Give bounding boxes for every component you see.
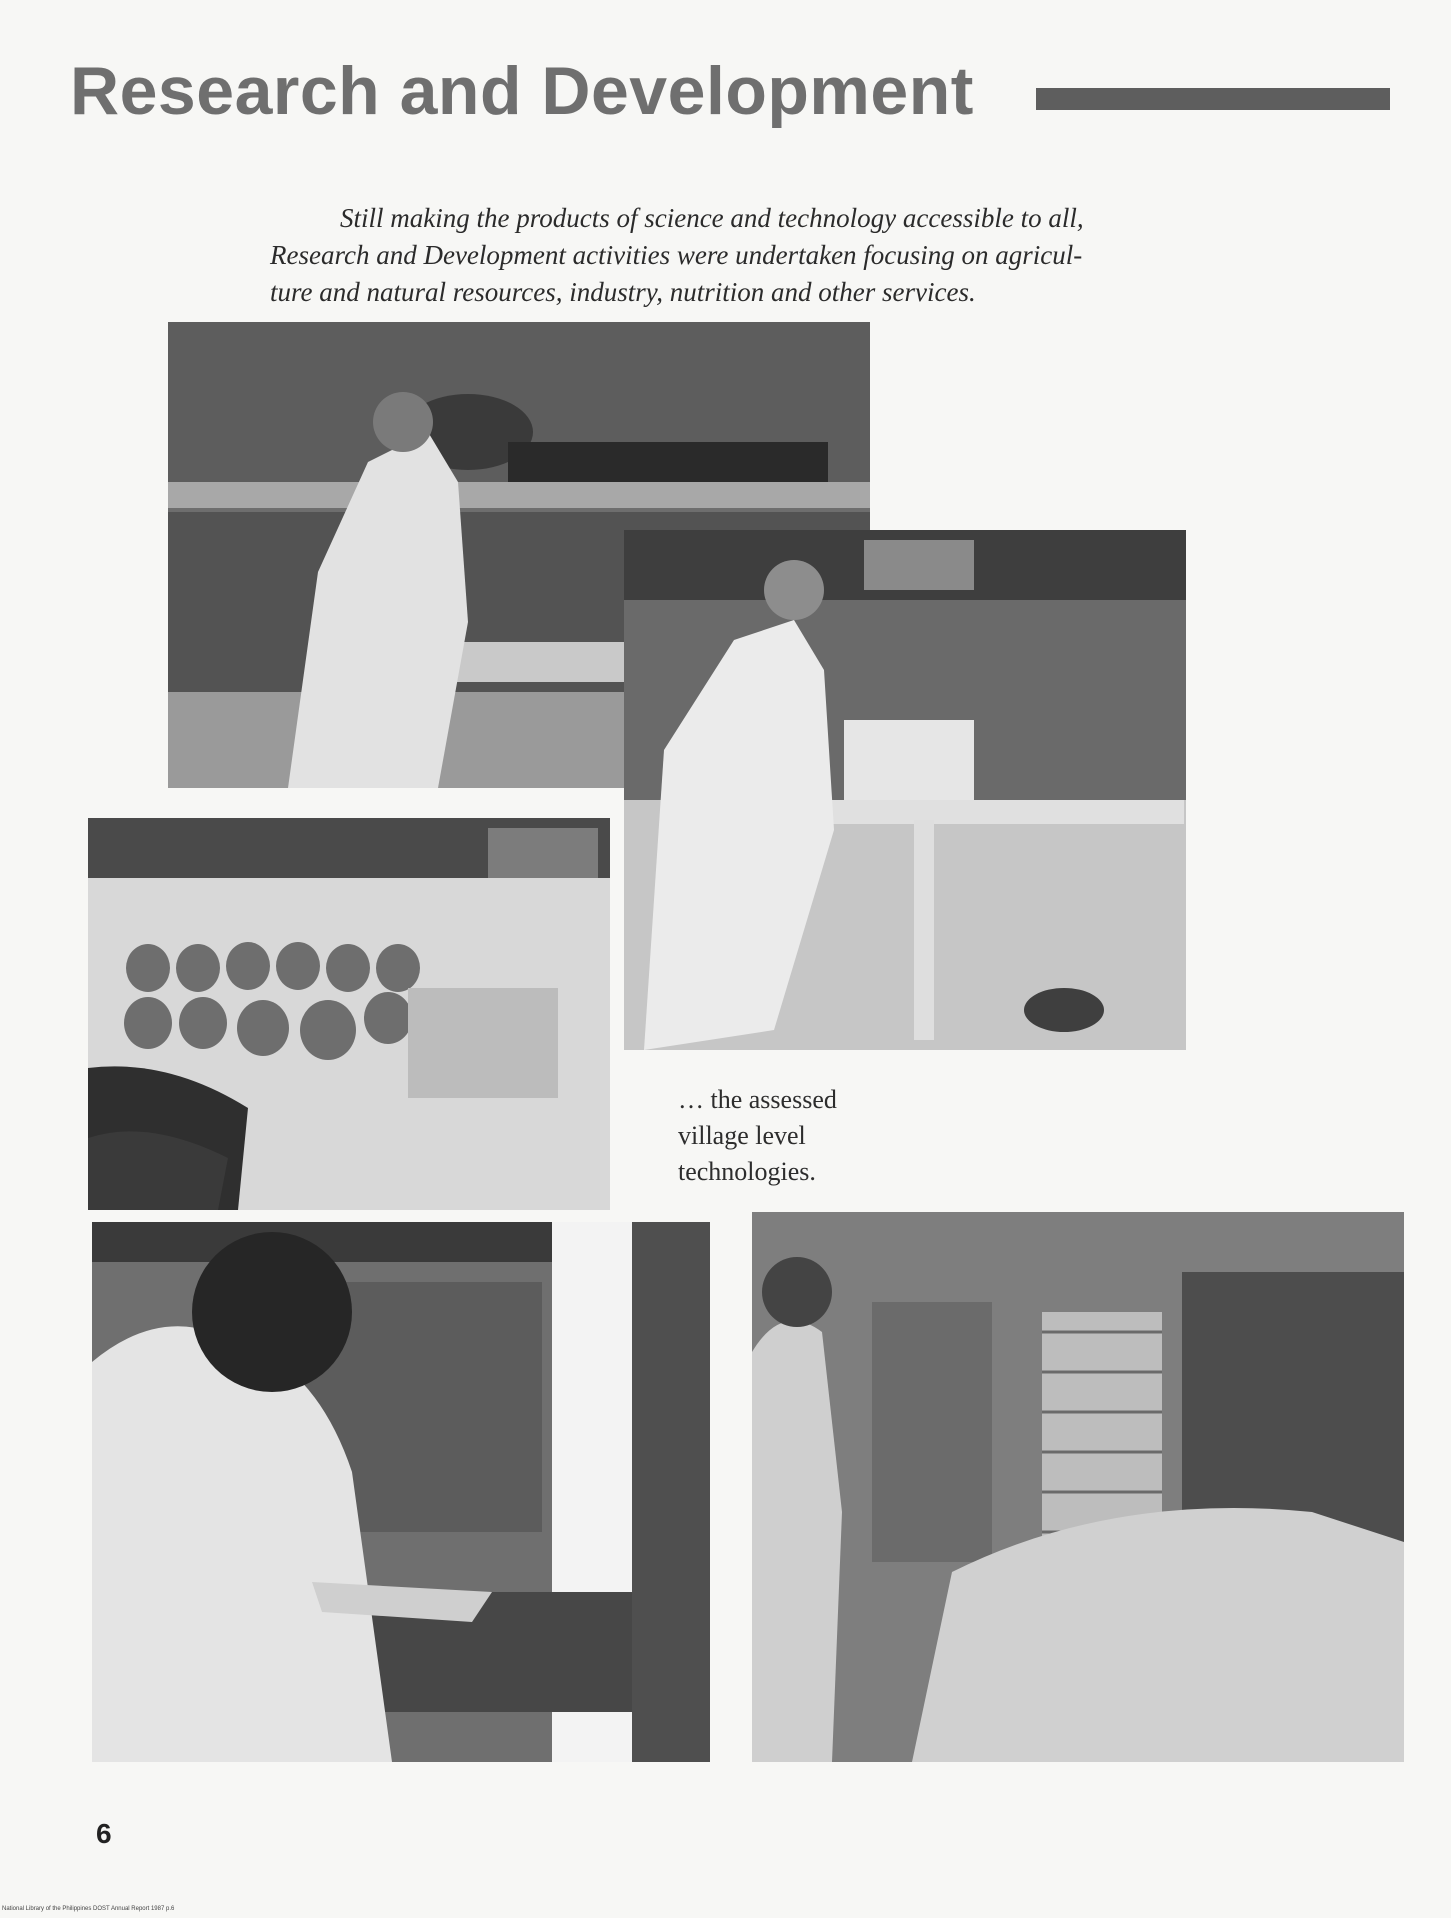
intro-line-1: Still making the products of science and technology accessible to all, — [340, 203, 1084, 233]
caption-line-1: … the assessed — [678, 1085, 837, 1114]
photo-woven-mats — [752, 1212, 1404, 1762]
title-rule-bar — [1036, 88, 1390, 110]
caption-line-3: technologies. — [678, 1157, 816, 1186]
page-number: 6 — [96, 1818, 112, 1849]
footer-note: National Library of the Philippines DOST Annual Report 1987 p.6 — [2, 1906, 175, 1912]
intro-line-3: ture and natural resources, industry, nutrition and other services. — [270, 277, 976, 307]
photo-man-at-press — [624, 530, 1186, 1050]
photo-weaver-at-loom — [92, 1222, 710, 1762]
photo-caption — [678, 1082, 837, 1190]
photo-clay-pots — [88, 818, 610, 1210]
intro-line-2: Research and Development activities were undertaken focusing on agricul- — [270, 240, 1083, 270]
intro-paragraph — [270, 200, 1200, 311]
caption-line-2: village level — [678, 1121, 806, 1150]
page-title: Research and Development — [70, 53, 974, 129]
